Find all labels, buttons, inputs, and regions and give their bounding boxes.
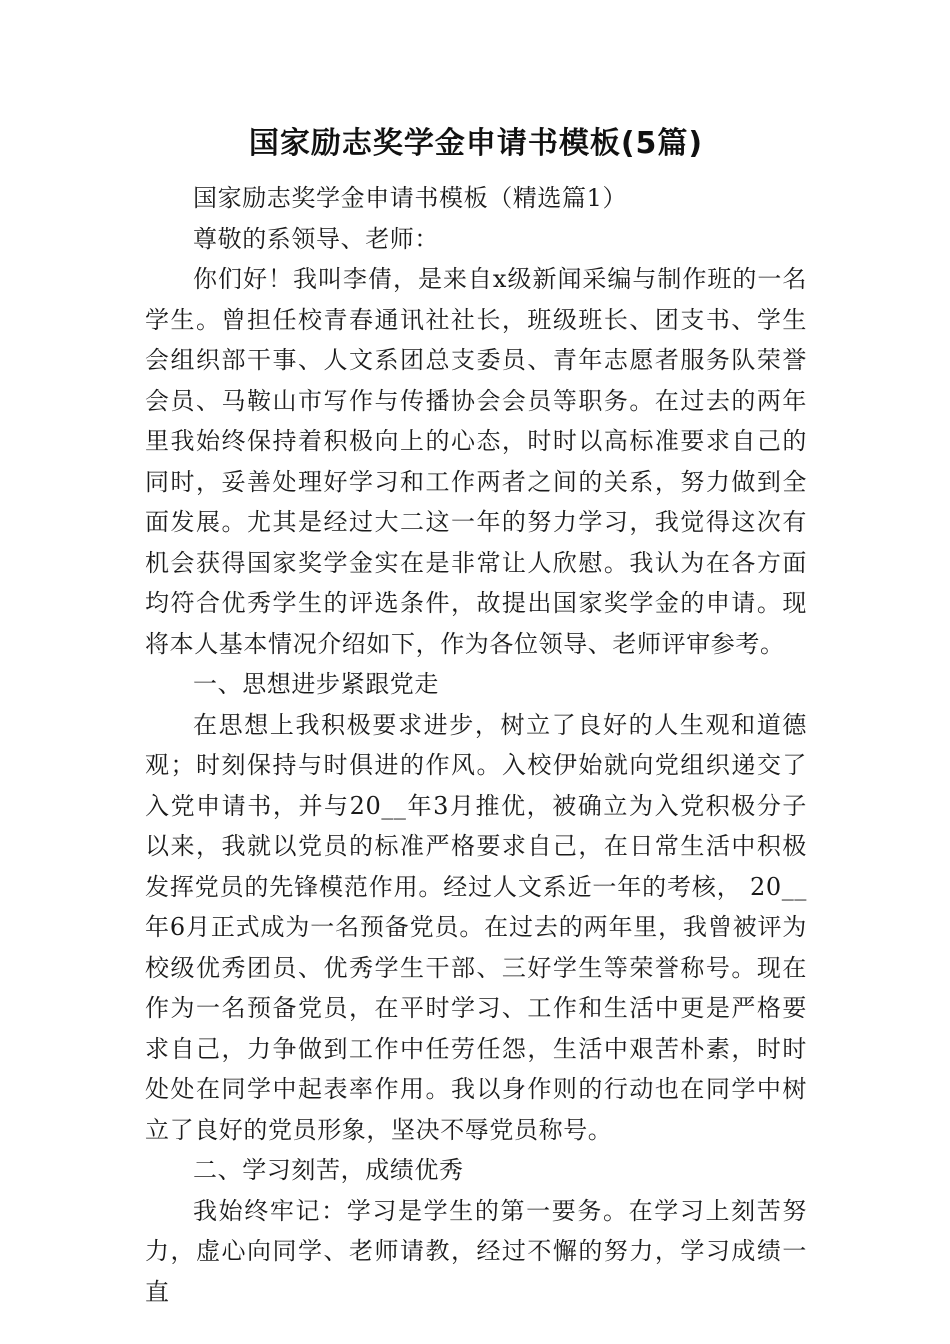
document-page <box>145 118 807 1312</box>
heading-political-progress: 一、思想进步紧跟党走 <box>193 670 439 698</box>
paragraph-political-progress: 在思想上我积极要求进步，树立了良好的人生观和道德观；时刻保持与时俱进的作风。入校伊始就向党组织递交了入党申请书，并与20__年3月推优，被确立为入党积极分子以来，我就以党员的标准严格要求自己，在日常生活中积极发挥党员的先锋模范作用。经过人文系近一年的考核， 20__年6月正式成为一名预备党员。在过去的两年里，我曾被评为校级优秀团员、优秀学生干部、三好学生等荣誉称号。现在作为一名预备党员，在平时学习、工作和生活中更是严格要求自己，力争做到工作中任劳任怨，生活中艰苦朴素，时时处处在同学中起表率作用。我以身作则的行动也在同学中树立了良好的党员形象，坚决不辱党员称号。 <box>145 710 807 1144</box>
section-subtitle: 国家励志奖学金申请书模板（精选篇1） <box>193 184 628 212</box>
paragraph-study: 我始终牢记：学习是学生的第一要务。在学习上刻苦努力，虚心向同学、老师请教，经过不懈的努力，学习成绩一直 <box>145 1196 807 1306</box>
document-title: 国家励志奖学金申请书模板(5篇) <box>248 126 704 161</box>
salutation: 尊敬的系领导、老师： <box>193 224 439 253</box>
heading-study: 二、学习刻苦，成绩优秀 <box>193 1156 464 1184</box>
paragraph-introduction: 你们好！我叫李倩，是来自x级新闻采编与制作班的一名学生。曾担任校青春通讯社社长，班级班长、团支书、学生会组织部干事、人文系团总支委员、青年志愿者服务队荣誉会员、马鞍山市写作与传播协会会员等职务。在过去的两年里我始终保持着积极向上的心态，时时以高标准要求自己的同时，妥善处理好学习和工作两者之间的关系，努力做到全面发展。尤其是经过大二这一年的努力学习，我觉得这次有机会获得国家奖学金实在是非常让人欣慰。我认为在各方面均符合优秀学生的评选条件，故提出国家奖学金的申请。现将本人基本情况介绍如下，作为各位领导、老师评审参考。 <box>145 265 807 658</box>
